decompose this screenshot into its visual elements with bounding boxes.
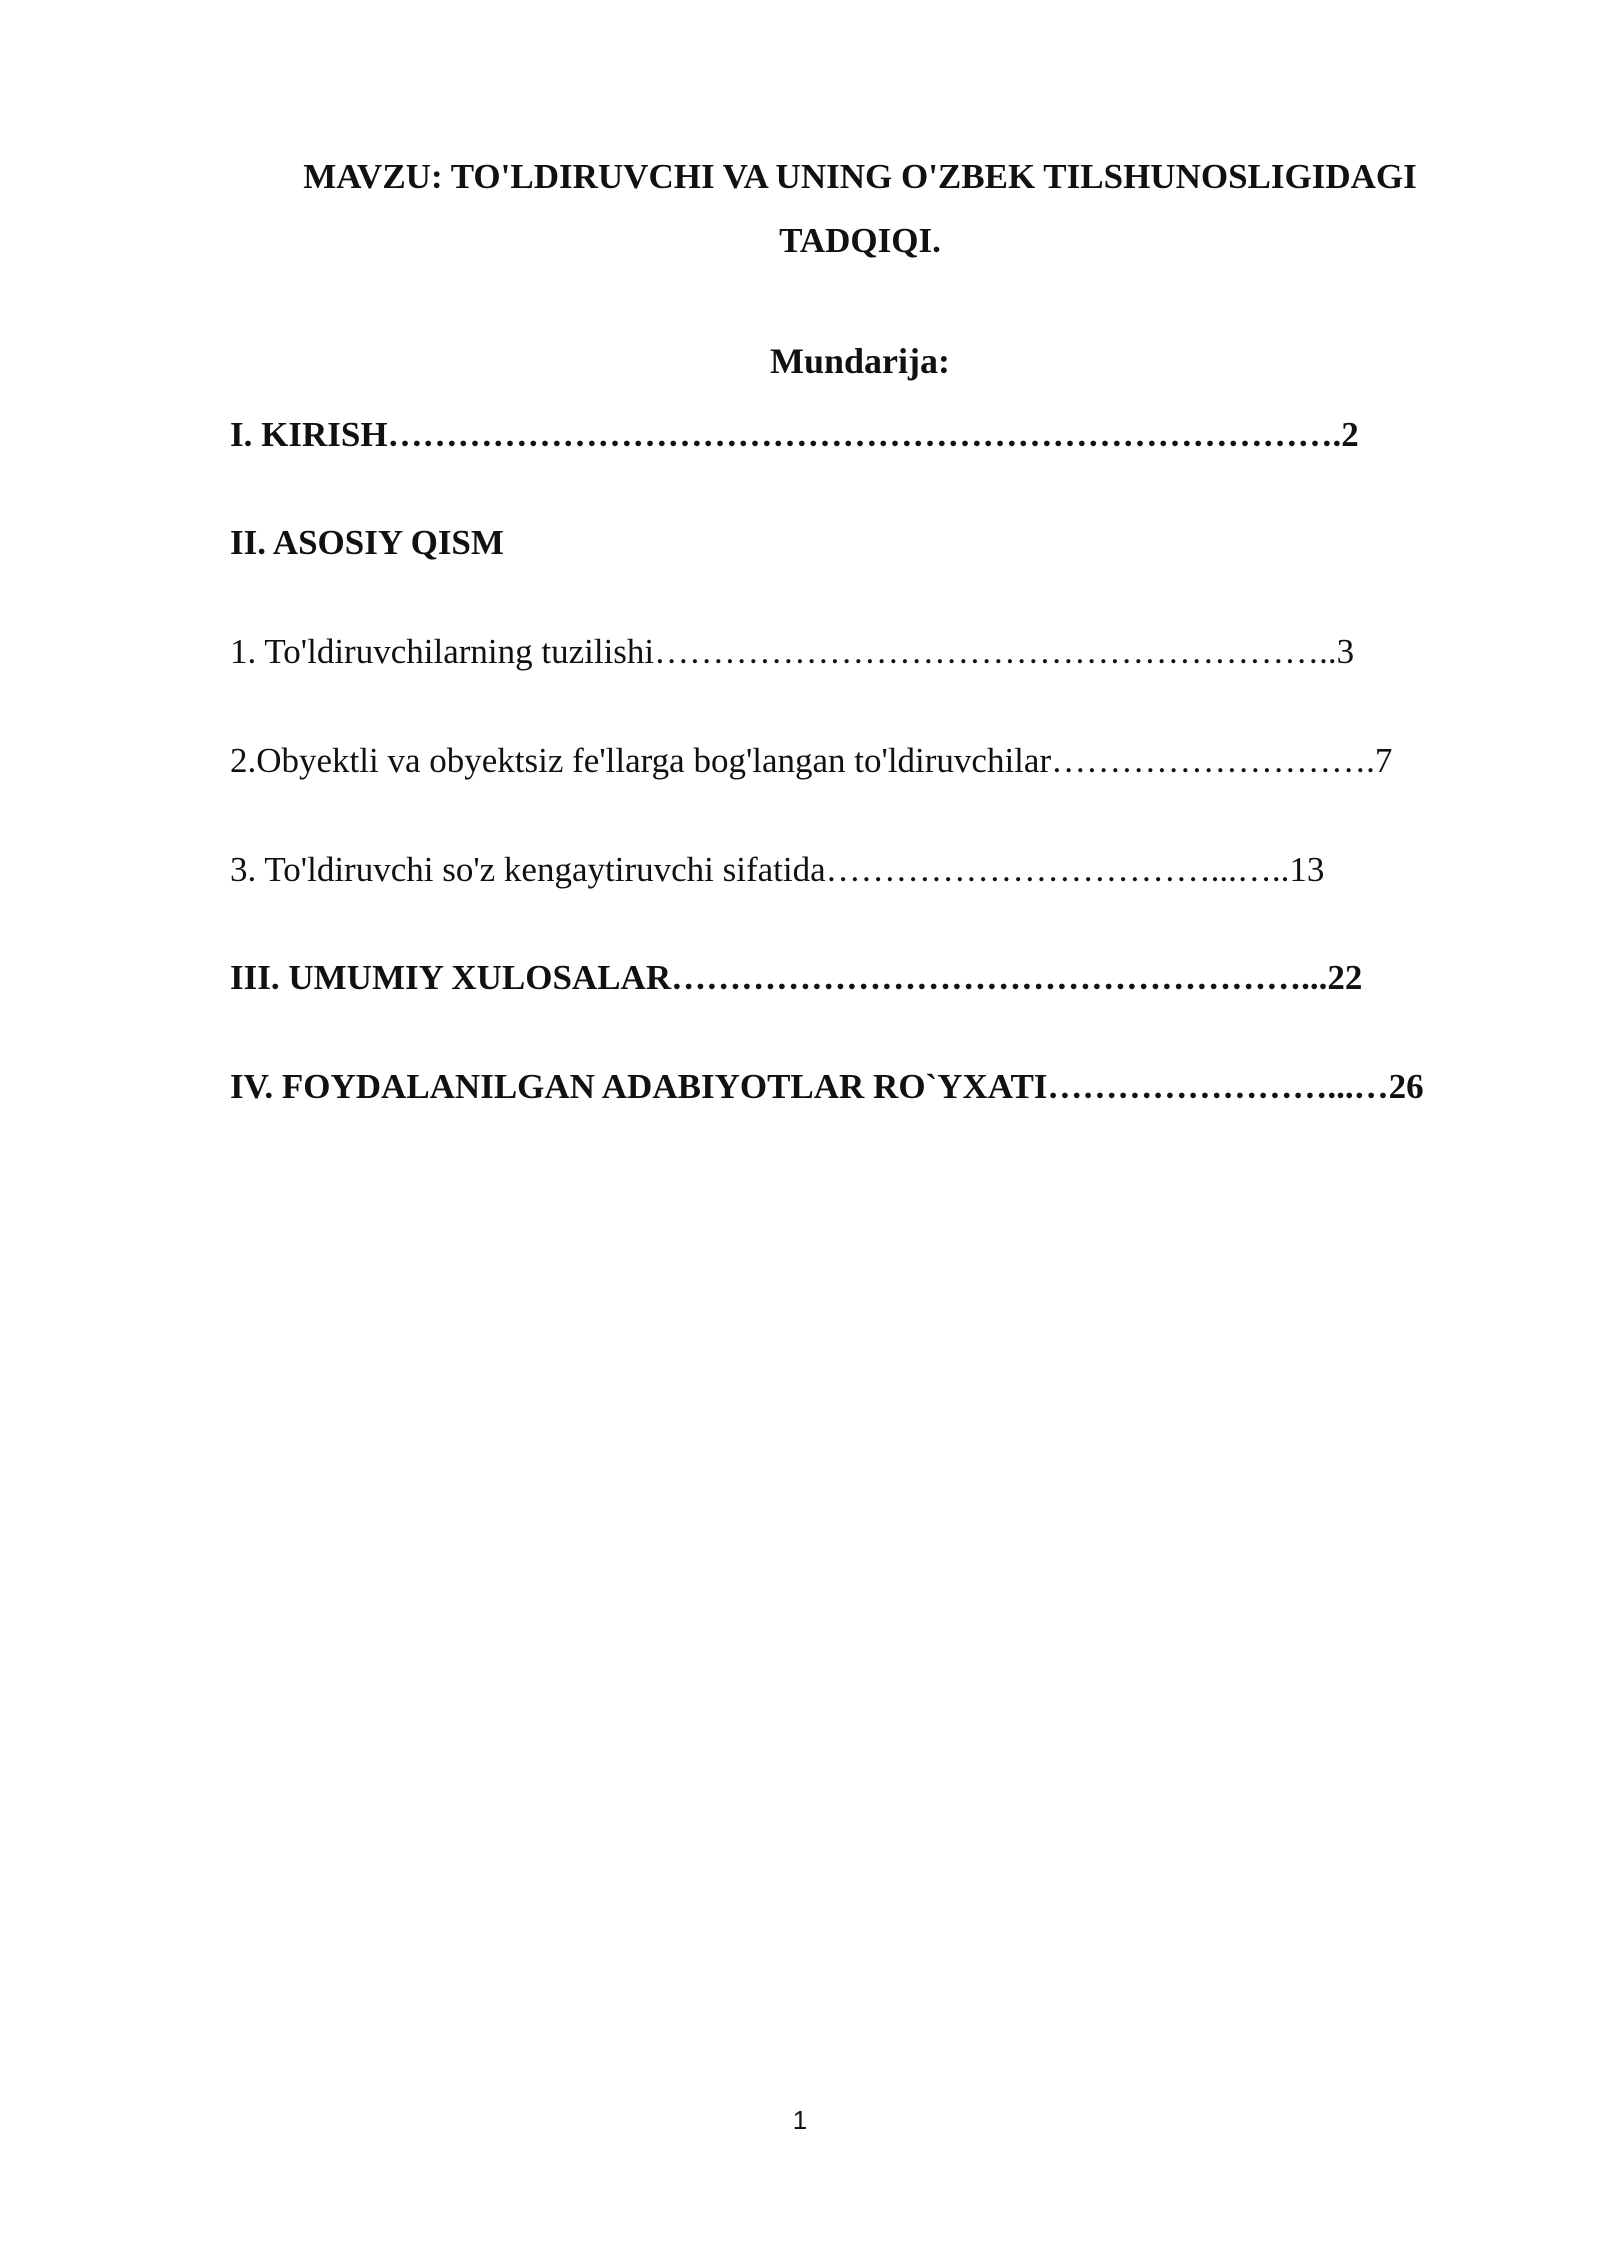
toc-entry-xulosalar: III. UMUMIY XULOSALAR………………………………………………...22 [230,958,1363,997]
toc-entry-tuzilishi: 1. To'ldiruvchilarning tuzilishi…………………………………………………..3 [230,632,1355,671]
page-number: 1 [792,2105,808,2135]
toc-entry-kirish: I. KIRISH……………………………………………………………………….2 [230,415,1359,454]
toc-entry-adabiyotlar: IV. FOYDALANILGAN ADABIYOTLAR RO`YXATI……………………...…26 [230,1067,1424,1106]
toc-heading: Mundarija: [770,341,950,381]
title-line-2: TADQIQI. [779,221,941,260]
document-title [230,145,1490,273]
toc-entry-asosiy-qism: II. ASOSIY QISM [230,523,504,562]
toc-entry-kengaytiruvchi: 3. To'ldiruvchi so'z kengaytiruvchi sifatida……………………………...…..13 [230,850,1325,889]
toc-entry-obyektli: 2.Obyektli va obyektsiz fe'llarga bog'langan to'ldiruvchilar……………………….7 [230,741,1393,780]
title-line-1: MAVZU: TO'LDIRUVCHI VA UNING O'ZBEK TILSHUNOSLIGIDAGI [303,157,1417,196]
